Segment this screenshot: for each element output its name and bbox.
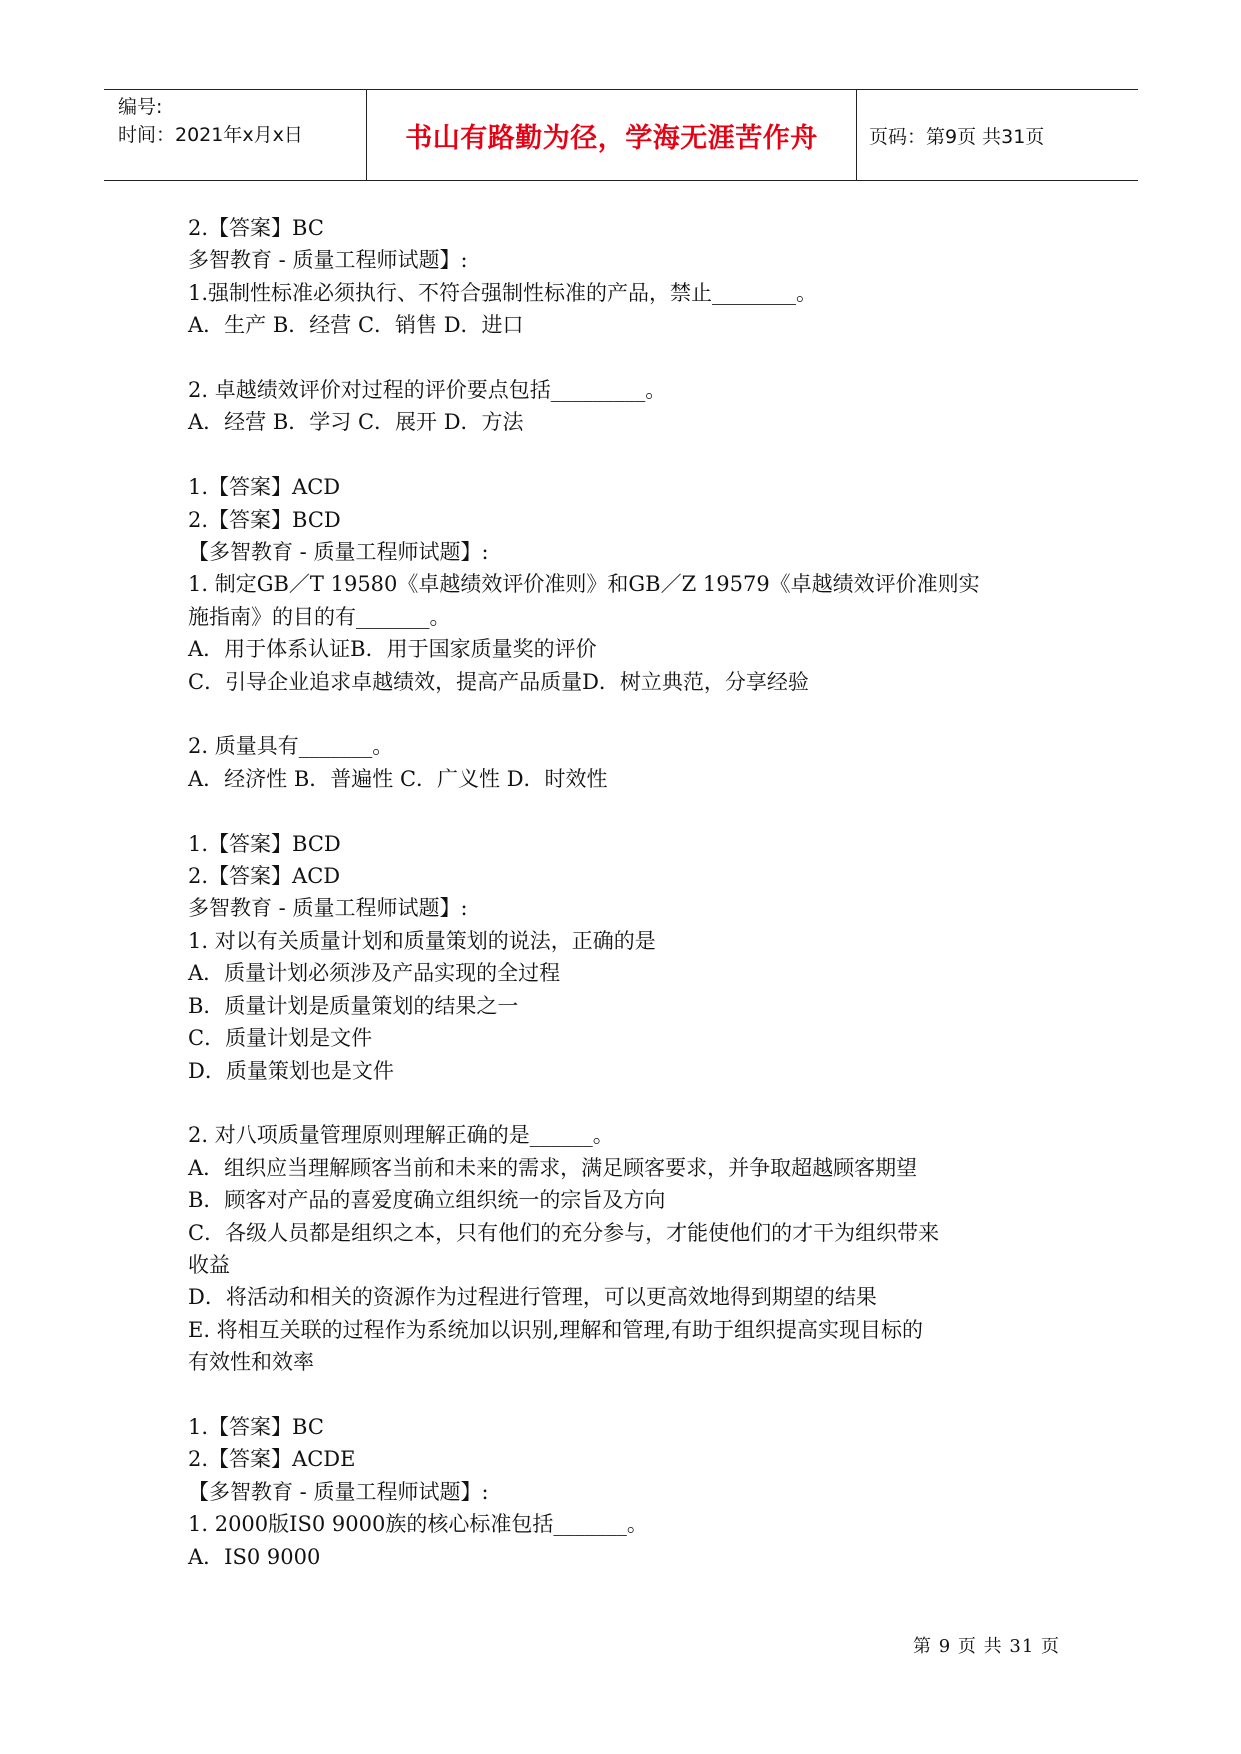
text-line: 2.【答案】ACDE xyxy=(188,1447,356,1472)
text-line: C．各级人员都是组织之本，只有他们的充分参与，才能使他们的才干为组织带来 xyxy=(188,1220,940,1245)
text-line: 施指南》的目的有_______。 xyxy=(188,604,451,629)
text-line: 有效性和效率 xyxy=(188,1350,314,1375)
blank-line xyxy=(188,439,1088,471)
text-line: 收益 xyxy=(188,1252,230,1277)
text-line: 1.【答案】BC xyxy=(188,1414,324,1439)
text-line: E. 将相互关联的过程作为系统加以识别,理解和管理,有助于组织提高实现目标的 xyxy=(188,1317,924,1342)
text-line: A．生产 B．经营 C．销售 D．进口 xyxy=(188,313,524,338)
text-line: 1. 制定GB／T 19580《卓越绩效评价准则》和GB／Z 19579《卓越绩效评价准则实 xyxy=(188,572,980,597)
text-line: 1.【答案】ACD xyxy=(188,475,341,500)
text-line: 1. 2000版IS0 9000族的核心标准包括_______。 xyxy=(188,1512,648,1537)
text-line: 【多智教育 - 质量工程师试题】: xyxy=(188,1479,489,1504)
text-line: D．质量策划也是文件 xyxy=(188,1058,394,1083)
text-line: A．IS0 9000 xyxy=(188,1544,321,1569)
time-label: 时间：2021年x月x日 xyxy=(118,124,303,146)
page-header xyxy=(104,89,1138,181)
text-line: 多智教育 - 质量工程师试题】: xyxy=(188,896,468,921)
text-line: 2. 质量具有_______。 xyxy=(188,734,394,759)
text-line: C．质量计划是文件 xyxy=(188,1026,373,1051)
text-line: 2.【答案】BCD xyxy=(188,507,341,532)
text-line: B．顾客对产品的喜爱度确立组织统一的宗旨及方向 xyxy=(188,1188,666,1213)
text-line: 多智教育 - 质量工程师试题】: xyxy=(188,248,468,273)
blank-line xyxy=(188,342,1088,374)
text-line: A．经济性 B．普遍性 C．广义性 D．时效性 xyxy=(188,766,608,791)
text-line: 2. 卓越绩效评价对过程的评价要点包括_________。 xyxy=(188,378,667,403)
motto-text: 书山有路勤为径，学海无涯苦作舟 xyxy=(405,122,818,154)
text-line: A．经营 B．学习 C．展开 D．方法 xyxy=(188,410,524,435)
text-line: 2.【答案】ACD xyxy=(188,864,341,889)
document-body xyxy=(188,212,1088,1573)
text-line: 1.【答案】BCD xyxy=(188,831,341,856)
text-line: A．用于体系认证B．用于国家质量奖的评价 xyxy=(188,637,597,662)
text-line: 2.【答案】BC xyxy=(188,216,324,240)
page-footer: 第 9 页 共 31 页 xyxy=(913,1636,1060,1657)
text-line: A．组织应当理解顾客当前和未来的需求，满足顾客要求，并争取超越顾客期望 xyxy=(188,1155,918,1180)
header-motto-cell xyxy=(367,90,857,180)
page-number-label: 页码：第9页 共31页 xyxy=(869,125,1045,148)
text-line: C．引导企业追求卓越绩效，提高产品质量D．树立典范，分享经验 xyxy=(188,669,809,694)
text-line: D．将活动和相关的资源作为过程进行管理，可以更高效地得到期望的结果 xyxy=(188,1285,877,1310)
header-page-cell xyxy=(857,90,1138,180)
serial-label: 编号: xyxy=(118,96,163,118)
text-line: 1. 对以有关质量计划和质量策划的说法，正确的是 xyxy=(188,928,656,953)
text-line: B．质量计划是质量策划的结果之一 xyxy=(188,993,519,1018)
text-line: A．质量计划必须涉及产品实现的全过程 xyxy=(188,961,561,986)
header-left-cell xyxy=(104,90,367,180)
text-line: 2. 对八项质量管理原则理解正确的是______。 xyxy=(188,1123,614,1148)
blank-line xyxy=(188,698,1088,730)
blank-line xyxy=(188,1087,1088,1119)
text-line: 【多智教育 - 质量工程师试题】: xyxy=(188,540,489,565)
blank-line xyxy=(188,795,1088,827)
text-line: 1.强制性标准必须执行、不符合强制性标准的产品，禁止________。 xyxy=(188,280,818,305)
blank-line xyxy=(188,1379,1088,1411)
